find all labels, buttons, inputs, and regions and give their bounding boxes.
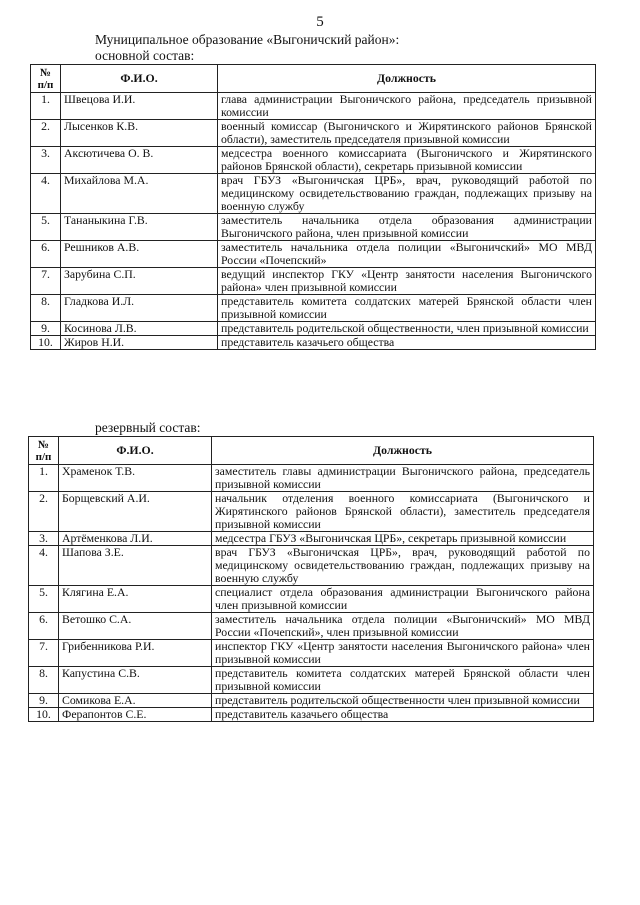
- person-position: врач ГБУЗ «Выгоничская ЦРБ», врач, руководящий работой по медицинскому освидетельствованию граждан, подлежащих призыву на военную службу: [218, 174, 596, 214]
- person-position: заместитель главы администрации Выгоничского района, председатель призывной комиссии: [212, 465, 594, 492]
- person-name: Артёменкова Л.И.: [59, 532, 212, 546]
- table-row: [31, 120, 596, 147]
- table-header-row: [29, 437, 594, 465]
- person-name: Жиров Н.И.: [61, 336, 218, 350]
- row-number: 4.: [31, 174, 61, 214]
- person-name: Клягина Е.А.: [59, 586, 212, 613]
- person-position: представитель комитета солдатских матерей Брянской области член призывной комиссии: [218, 295, 596, 322]
- main-composition-label: основной состав:: [95, 48, 195, 63]
- table-row: [29, 546, 594, 586]
- row-number: 9.: [29, 694, 59, 708]
- person-position: специалист отдела образования администрации Выгоничского района член призывной комиссии: [212, 586, 594, 613]
- person-name: Ветошко С.А.: [59, 613, 212, 640]
- person-position: инспектор ГКУ «Центр занятости населения Выгоничского района» член призывной комиссии: [212, 640, 594, 667]
- reserve-composition-table: [28, 436, 594, 722]
- row-number: 1.: [29, 465, 59, 492]
- header-num: № п/п: [31, 65, 61, 93]
- person-position: начальник отделения военного комиссариата (Выгоничского и Жирятинского районов Брянской области), заместитель председателя призывной комиссии: [212, 492, 594, 532]
- table-row: [29, 492, 594, 532]
- person-position: военный комиссар (Выгоничского и Жирятинского районов Брянской области), заместитель председателя призывной комиссии: [218, 120, 596, 147]
- row-number: 4.: [29, 546, 59, 586]
- person-position: заместитель начальника отдела полиции «Выгоничский» МО МВД России «Почепский», член призывной комиссии: [212, 613, 594, 640]
- person-name: Шапова З.Е.: [59, 546, 212, 586]
- table-row: [31, 268, 596, 295]
- header-name: Ф.И.О.: [61, 65, 218, 93]
- table-row: [29, 613, 594, 640]
- table-row: [31, 295, 596, 322]
- row-number: 2.: [29, 492, 59, 532]
- table-row: [29, 694, 594, 708]
- table-row: [29, 708, 594, 722]
- person-name: Михайлова М.А.: [61, 174, 218, 214]
- person-position: ведущий инспектор ГКУ «Центр занятости населения Выгоничского района» член призывной комиссии: [218, 268, 596, 295]
- header-position: Должность: [218, 65, 596, 93]
- row-number: 3.: [31, 147, 61, 174]
- table-row: [31, 93, 596, 120]
- person-name: Лысенков К.В.: [61, 120, 218, 147]
- person-position: представитель родительской общественности член призывной комиссии: [212, 694, 594, 708]
- row-number: 7.: [29, 640, 59, 667]
- page-number: 5: [316, 14, 324, 30]
- table-row: [31, 174, 596, 214]
- person-name: Швецова И.И.: [61, 93, 218, 120]
- table-row: [29, 667, 594, 694]
- person-position: представитель комитета солдатских матерей Брянской области член призывной комиссии: [212, 667, 594, 694]
- row-number: 5.: [31, 214, 61, 241]
- row-number: 8.: [31, 295, 61, 322]
- row-number: 10.: [29, 708, 59, 722]
- person-name: Сомикова Е.А.: [59, 694, 212, 708]
- table-row: [31, 241, 596, 268]
- person-name: Аксютичева О. В.: [61, 147, 218, 174]
- table-row: [31, 322, 596, 336]
- person-name: Капустина С.В.: [59, 667, 212, 694]
- table-row: [31, 214, 596, 241]
- person-name: Гладкова И.Л.: [61, 295, 218, 322]
- person-position: заместитель начальника отдела полиции «Выгоничский» МО МВД России «Почепский»: [218, 241, 596, 268]
- row-number: 6.: [29, 613, 59, 640]
- row-number: 9.: [31, 322, 61, 336]
- person-name: Тананыкина Г.В.: [61, 214, 218, 241]
- row-number: 1.: [31, 93, 61, 120]
- table-row: [29, 586, 594, 613]
- table-row: [31, 147, 596, 174]
- person-name: Ферапонтов С.Е.: [59, 708, 212, 722]
- header-position: Должность: [212, 437, 594, 465]
- table-row: [29, 640, 594, 667]
- person-name: Грибенникова Р.И.: [59, 640, 212, 667]
- row-number: 6.: [31, 241, 61, 268]
- table-header-row: [31, 65, 596, 93]
- person-position: глава администрации Выгоничского района, председатель призывной комиссии: [218, 93, 596, 120]
- header-name: Ф.И.О.: [59, 437, 212, 465]
- main-composition-table: [30, 64, 596, 350]
- row-number: 2.: [31, 120, 61, 147]
- person-position: представитель казачьего общества: [218, 336, 596, 350]
- row-number: 7.: [31, 268, 61, 295]
- person-name: Храменок Т.В.: [59, 465, 212, 492]
- row-number: 10.: [31, 336, 61, 350]
- municipality-heading: Муниципальное образование «Выгоничский район»:: [95, 32, 400, 47]
- row-number: 5.: [29, 586, 59, 613]
- person-name: Решников А.В.: [61, 241, 218, 268]
- person-name: Косинова Л.В.: [61, 322, 218, 336]
- person-position: медсестра военного комиссариата (Выгоничского и Жирятинского районов Брянской области), секретарь призывной комиссии: [218, 147, 596, 174]
- row-number: 3.: [29, 532, 59, 546]
- row-number: 8.: [29, 667, 59, 694]
- header-num: № п/п: [29, 437, 59, 465]
- person-position: представитель родительской общественности, член призывной комиссии: [218, 322, 596, 336]
- reserve-composition-label: резервный состав:: [95, 420, 201, 435]
- person-position: медсестра ГБУЗ «Выгоничская ЦРБ», секретарь призывной комиссии: [212, 532, 594, 546]
- person-name: Борщевский А.И.: [59, 492, 212, 532]
- table-row: [29, 532, 594, 546]
- table-row: [29, 465, 594, 492]
- person-position: представитель казачьего общества: [212, 708, 594, 722]
- table-row: [31, 336, 596, 350]
- person-position: врач ГБУЗ «Выгоничская ЦРБ», врач, руководящий работой по медицинскому освидетельствованию граждан, подлежащих призыву на военную службу: [212, 546, 594, 586]
- person-name: Зарубина С.П.: [61, 268, 218, 295]
- person-position: заместитель начальника отдела образования администрации Выгоничского района, член призывной комиссии: [218, 214, 596, 241]
